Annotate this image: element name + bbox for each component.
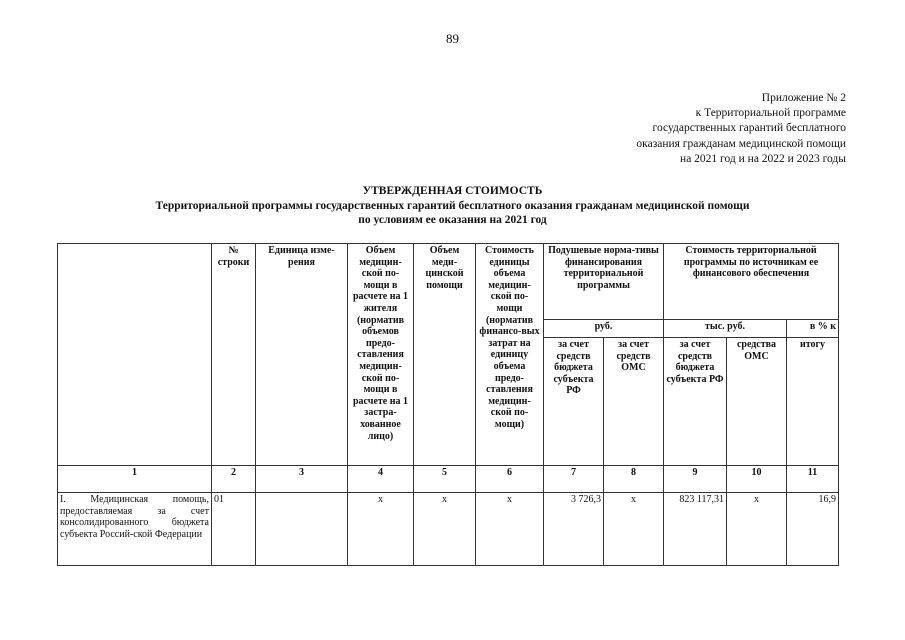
column-number: 10	[727, 466, 787, 493]
table-row	[58, 493, 839, 566]
page-number: 89	[446, 31, 459, 46]
header-unit: Единица изме-рения	[256, 244, 348, 466]
appendix-line: Приложение № 2	[761, 92, 846, 104]
appendix-line: государственных гарантий бесплатного	[652, 122, 846, 135]
row-per-capita-oms: х	[604, 493, 664, 566]
appendix-line: к Территориальной программе	[695, 107, 846, 120]
column-number: 11	[787, 466, 839, 493]
column-number: 2	[212, 466, 256, 493]
header-budget-rf-2: за счет средств бюджета субъекта РФ	[664, 338, 727, 466]
column-number: 6	[476, 466, 544, 493]
column-number: 5	[414, 466, 476, 493]
header-volume: Объем меди-цинской помощи	[414, 244, 476, 466]
header-budget-rf: за счет средств бюджета субъекта РФ	[544, 338, 604, 466]
row-name: I. Медицинская помощь, предоставляемая за счет консолидированного бюджета субъекта Россий-ской Федерации	[58, 493, 212, 566]
heading-line: по условиям ее оказания на 2021 год	[358, 214, 547, 227]
row-cost-oms: х	[727, 493, 787, 566]
header-vol-per-resident: Объем медицин-ской по-мощи в расчете на 1 жителя (норматив объемов предо-ставления медицин-ской по-мощи в расчете на 1 застра-хованное лицо)	[348, 244, 414, 466]
column-number: 4	[348, 466, 414, 493]
header-thousand-rub: тыс. руб.	[664, 320, 787, 338]
column-number: 3	[256, 466, 348, 493]
header-per-capita: Подушевые норма-тивы финансирования территориальной программы	[544, 244, 664, 320]
header-name	[58, 244, 212, 466]
column-number: 1	[58, 466, 212, 493]
document-heading	[0, 184, 905, 228]
column-number: 9	[664, 466, 727, 493]
header-rub: руб.	[544, 320, 664, 338]
row-unit	[256, 493, 348, 566]
heading-title: УТВЕРЖДЕННАЯ СТОИМОСТЬ	[362, 185, 543, 197]
header-percent: в % к	[787, 320, 839, 338]
appendix-line: оказания гражданам медицинской помощи	[636, 137, 846, 150]
header-total: итогу	[787, 338, 839, 466]
header-unit-cost: Стоимость единицы объема медицин-ской по-мощи (норматив финансо-вых затрат на единицу объема предо-ставления медицин-ской по-мощи)	[476, 244, 544, 466]
column-number: 8	[604, 466, 664, 493]
header-row-no: № строки	[212, 244, 256, 466]
header-oms-2: средства ОМС	[727, 338, 787, 466]
column-number: 7	[544, 466, 604, 493]
row-cost-budget: 823 117,31	[664, 493, 727, 566]
row-number: 01	[212, 493, 256, 566]
row-per-capita-budget: 3 726,3	[544, 493, 604, 566]
heading-line: Территориальной программы государственных гарантий бесплатного оказания гражданам медицинской помощи	[155, 199, 750, 212]
row-vol-per-resident: х	[348, 493, 414, 566]
column-numbers-row	[58, 466, 839, 493]
appendix-line: на 2021 год и на 2022 и 2023 годы	[680, 152, 846, 165]
row-volume: х	[414, 493, 476, 566]
header-program-cost: Стоимость территориальной программы по источникам ее финансового обеспечения	[664, 244, 839, 320]
row-unit-cost: х	[476, 493, 544, 566]
header-oms: за счет средств ОМС	[604, 338, 664, 466]
row-percent: 16,9	[787, 493, 839, 566]
appendix-note	[636, 91, 846, 167]
cost-table	[57, 243, 839, 566]
